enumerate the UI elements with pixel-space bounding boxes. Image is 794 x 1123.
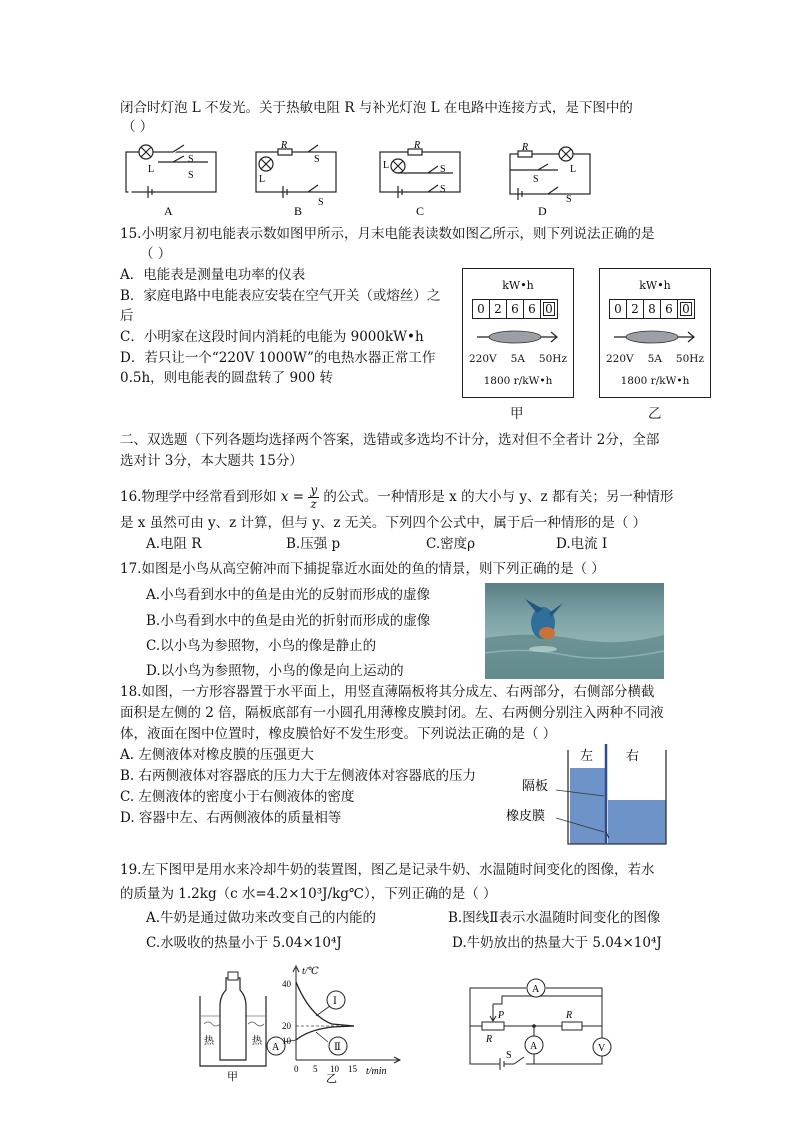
q19-option-b: B.图线Ⅱ表示水温随时间变化的图像 (448, 910, 661, 926)
label-s1: S (188, 170, 194, 181)
digit: 6 (524, 300, 541, 318)
formula-numerator: y (310, 483, 318, 497)
caption-yi: 乙 (326, 1073, 337, 1084)
label-l: L (383, 160, 390, 171)
q19-circuit (462, 974, 612, 1072)
label-s2: S (440, 164, 446, 175)
meter-frequency: 50Hz (538, 353, 567, 365)
q16-option-b: B.压强 p (286, 536, 341, 552)
label-s1: S (318, 197, 324, 208)
label-s1: S (566, 194, 572, 205)
y-tick-40: 40 (282, 979, 291, 989)
x-tick-15: 15 (348, 1064, 357, 1074)
digit-decimal: 0 (678, 300, 694, 318)
q19-line1: 19.左下图甲是用水来冷却牛奶的装置图，图乙是记录牛奶、水温随时间变化的图像，若水 (120, 862, 655, 878)
label-left: 左 (580, 748, 594, 763)
option-d-label: D (538, 204, 547, 218)
q15-option-c: C．小明家在这段时间内消耗的电能为 9000kW•h (120, 329, 424, 345)
y-tick-20: 20 (282, 1021, 291, 1031)
slider-p-label: P (498, 1010, 505, 1021)
caption-jia: 甲 (227, 1071, 238, 1083)
q14-line1: 闭合时灯泡 L 不发光。关于热敏电阻 R 与补光灯泡 L 在电路中连接方式，是下图中的 (120, 100, 633, 116)
meter-digits (609, 299, 695, 319)
q14-circuit-diagrams (118, 140, 598, 220)
q19-option-d: D.牛奶放出的热量大于 5.04×10⁴J (452, 935, 662, 951)
meter-revolutions: 1800 r/kW•h (620, 375, 690, 387)
resistor-r1-label: R (486, 1034, 493, 1045)
meter-digits (472, 299, 558, 319)
y-tick-10: 10 (282, 1036, 291, 1046)
q17-stem: 17.如图是小鸟从高空俯冲而下捕捉靠近水面处的鱼的情景，则下列正确的是（ ） (120, 561, 605, 577)
meter-current: 5A (510, 353, 525, 365)
energy-meter-a (462, 268, 574, 398)
digit: 6 (507, 300, 524, 318)
formula-x: x (280, 489, 289, 505)
meter-current: 5A (647, 353, 662, 365)
digit: 0 (610, 300, 627, 318)
q16-formula (281, 484, 319, 511)
label-membrane: 橡皮膜 (506, 808, 546, 823)
q19-option-a: A.牛奶是通过做功来改变自己的内能的 (146, 910, 377, 926)
ammeter-a1-label: A (532, 984, 540, 995)
q15-option-d-line1: D．若只让一个“220V 1000W”的电热水器正常工作 (120, 350, 436, 366)
heat-label: 热 (204, 1036, 214, 1047)
option-b-label: B (294, 204, 303, 218)
q17-option-b: B.小鸟看到水中的鱼是由光的折射而形成的虚像 (146, 613, 431, 629)
section-2-title-line2: 选对计 3分，本大题共 15分） (120, 453, 303, 469)
q18-line1: 18.如图，一方形容器置于水平面上，用竖直薄隔板将其分成左、右两部分，右侧部分横截 (120, 684, 655, 700)
meter-spec (606, 353, 704, 365)
q16-line1 (120, 484, 673, 511)
q16-post: 的公式。一种情形是 x 的大小与 y、z 都有关；另一种情形 (323, 489, 674, 505)
q16-pre: 16.物理学中经常看到形如 (120, 489, 277, 505)
label-r: R (522, 142, 529, 153)
formula-eq: = (292, 489, 305, 505)
label-l: L (570, 164, 577, 175)
q15-option-d-line2: 0.5h，则电能表的圆盘转了 900 转 (120, 370, 334, 386)
label-right: 右 (626, 748, 640, 763)
digit-decimal: 0 (541, 300, 557, 318)
label-r: R (414, 140, 421, 151)
q18-option-b: B. 右两侧液体对容器底的压力大于左侧液体对容器底的压力 (120, 768, 477, 784)
q15-stem: 15.小明家月初电能表示数如图甲所示，月末电能表读数如图乙所示，则下列说法正确的是 (120, 226, 655, 242)
q17-option-c: C.以小鸟为参照物，小鸟的像是静止的 (146, 638, 377, 654)
q18-line2: 面积是左侧的 2 倍，隔板底部有一小圆孔用薄橡皮膜封闭。左、右两侧分别注入两种不同液 (120, 705, 664, 721)
x-tick-0: 0 (294, 1064, 299, 1074)
meter-voltage: 220V (606, 353, 634, 365)
x-axis-label: t/min (366, 1066, 387, 1077)
heat-label: 热 (252, 1036, 262, 1047)
meter-unit: kW•h (502, 279, 534, 292)
formula-denominator: z (310, 497, 317, 511)
meter-disk-icon (614, 327, 698, 347)
meter-a-caption: 甲 (510, 406, 524, 422)
meter-b-caption: 乙 (648, 406, 662, 422)
meter-revolutions: 1800 r/kW•h (483, 375, 553, 387)
meter-disk-icon (477, 327, 561, 347)
curve-1-label: Ⅰ (333, 996, 337, 1007)
circuit-d (510, 147, 590, 200)
q16-option-c: C.密度ρ (426, 536, 476, 552)
circuit-b (256, 145, 336, 198)
point-a-label: A (272, 1042, 280, 1053)
digit: 6 (661, 300, 678, 318)
q15-blank: （ ） (140, 246, 172, 262)
label-s2: S (188, 154, 194, 165)
digit: 0 (473, 300, 490, 318)
q16-line2: 是 x 虽然可由 y、z 计算，但与 y、z 无关。下列四个公式中，属于后一种情形的是（ ） (120, 515, 647, 531)
meter-spec (469, 353, 567, 365)
meter-voltage: 220V (469, 353, 497, 365)
digit: 8 (644, 300, 661, 318)
option-a-label: A (164, 204, 173, 218)
energy-meter-b (599, 268, 711, 398)
q18-option-a: A. 左侧液体对橡皮膜的压强更大 (120, 747, 314, 763)
container-diagram (500, 744, 670, 850)
label-l: L (148, 164, 155, 175)
kingfisher-photo (485, 583, 664, 679)
q18-option-d: D. 容器中左、右两侧液体的质量相等 (120, 810, 342, 826)
q15-option-a: A．电能表是测量电功率的仪表 (120, 267, 306, 283)
label-s2: S (533, 174, 539, 185)
q17-option-a: A.小鸟看到水中的鱼是由光的反射而形成的虚像 (146, 587, 431, 603)
resistor-r2-label: R (566, 1010, 573, 1021)
x-tick-10: 10 (330, 1064, 339, 1074)
voltmeter-label: V (598, 1043, 606, 1054)
label-partition: 隔板 (522, 778, 549, 793)
q18-line3: 体，液面在图中位置时，橡皮膜恰好不发生形变。下列说法正确的是（ ） (120, 726, 557, 742)
option-c-label: C (416, 204, 425, 218)
q17-option-d: D.以小鸟为参照物，小鸟的像是向上运动的 (146, 663, 404, 679)
digit: 2 (627, 300, 644, 318)
q15-option-b-line1: B．家庭电路中电能表应安装在空气开关（或熔丝）之 (120, 288, 441, 304)
meter-frequency: 50Hz (675, 353, 704, 365)
x-tick-5: 5 (313, 1064, 318, 1074)
q18-option-c: C. 左侧液体的密度小于右侧液体的密度 (120, 789, 355, 805)
q16-option-a: A.电阻 R (146, 536, 202, 552)
q19-line2: 的质量为 1.2kg（c 水=4.2×10³J/kg℃），下列正确的是（ ） (120, 886, 497, 902)
label-s2: S (314, 154, 320, 165)
y-axis-label: t/℃ (302, 966, 319, 977)
circuit-a (126, 145, 216, 198)
label-s1: S (440, 184, 446, 195)
q15-option-b-line2: 后 (120, 308, 134, 324)
q16-option-d: D.电流 I (556, 536, 608, 552)
curve-2-label: Ⅱ (334, 1042, 341, 1053)
circuit-c (380, 149, 460, 198)
ammeter-a2-label: A (530, 1041, 538, 1052)
label-r: R (281, 140, 288, 151)
q19-option-c: C.水吸收的热量小于 5.04×10⁴J (146, 935, 342, 951)
digit: 2 (490, 300, 507, 318)
label-l: L (259, 174, 266, 185)
switch-s-label: S (506, 1050, 512, 1061)
q14-blank: （ ） (122, 119, 154, 135)
temperature-time-graph (262, 962, 412, 1084)
section-2-title-line1: 二、双选题（下列各题均选择两个答案，选错或多选均不计分，选对但不全者计 2分，全部 (120, 432, 660, 448)
meter-unit: kW•h (639, 279, 671, 292)
